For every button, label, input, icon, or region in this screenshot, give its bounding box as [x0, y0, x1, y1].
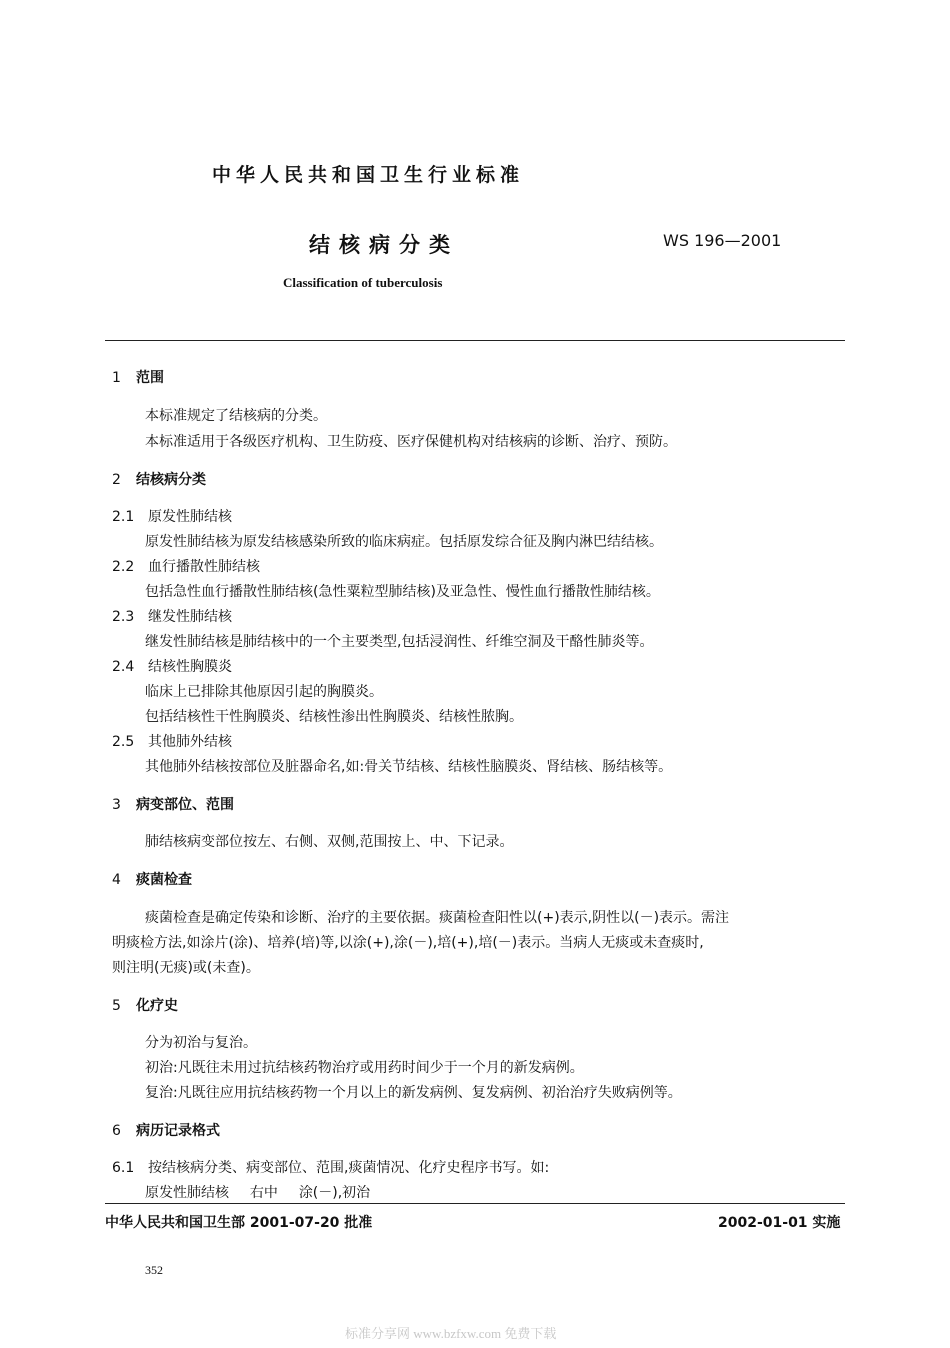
english-title: Classification of tuberculosis [283, 275, 443, 290]
header-divider [105, 340, 845, 341]
section-5-paragraph: 复治:凡既往应用抗结核药物一个月以上的新发病例、复发病例、初治治疗失败病例等。 [145, 1085, 682, 1101]
footer-divider [105, 1203, 845, 1204]
subsection-2-4-paragraph: 包括结核性干性胸膜炎、结核性渗出性胸膜炎、结核性脓胸。 [145, 709, 523, 725]
section-1-paragraph: 本标准规定了结核病的分类。 [145, 408, 327, 424]
example-type: 原发性肺结核 [145, 1185, 229, 1201]
page-number: 352 [145, 1263, 163, 1277]
section-4-paragraph-line: 明痰检方法,如涂片(涂)、培养(培)等,以涂(+),涂(－),培(+),培(－)表示。当病人无痰或未查痰时, [112, 935, 704, 951]
section-4-heading: 4 痰菌检查 [112, 872, 192, 888]
subsection-6-1-heading: 6.1 按结核病分类、病变部位、范围,痰菌情况、化疗史程序书写。如: [112, 1160, 550, 1176]
subsection-2-1-heading: 2.1 原发性肺结核 [112, 509, 232, 525]
subsection-2-1-paragraph: 原发性肺结核为原发结核感染所致的临床病症。包括原发综合征及胸内淋巴结结核。 [145, 534, 663, 550]
section-3-heading: 3 病变部位、范围 [112, 797, 234, 813]
record-example [145, 1182, 370, 1202]
section-5-paragraph: 初治:凡既往未用过抗结核药物治疗或用药时间少于一个月的新发病例。 [145, 1060, 584, 1076]
subsection-2-3-heading: 2.3 继发性肺结核 [112, 609, 232, 625]
document-title: 结核病分类 [309, 233, 459, 257]
watermark: 标准分享网 www.bzfxw.com 免费下载 [345, 1326, 557, 1341]
section-6-heading: 6 病历记录格式 [112, 1123, 220, 1139]
section-5-heading: 5 化疗史 [112, 998, 178, 1014]
effective-date: 2002-01-01 实施 [718, 1215, 841, 1231]
section-1-heading: 1 范围 [112, 370, 164, 386]
subsection-2-5-heading: 2.5 其他肺外结核 [112, 734, 232, 750]
subsection-2-3-paragraph: 继发性肺结核是肺结核中的一个主要类型,包括浸润性、纤维空洞及干酪性肺炎等。 [145, 634, 654, 650]
section-3-paragraph: 肺结核病变部位按左、右侧、双侧,范围按上、中、下记录。 [145, 834, 514, 850]
subsection-2-2-paragraph: 包括急性血行播散性肺结核(急性粟粒型肺结核)及亚急性、慢性血行播散性肺结核。 [145, 584, 660, 600]
standard-code: WS 196—2001 [663, 231, 782, 250]
section-2-heading: 2 结核病分类 [112, 472, 206, 488]
section-5-paragraph: 分为初治与复治。 [145, 1035, 257, 1051]
issuer-title: 中华人民共和国卫生行业标准 [212, 164, 525, 186]
example-smear: 涂(－),初治 [298, 1185, 371, 1201]
approval-line: 中华人民共和国卫生部 2001-07-20 批准 [105, 1215, 373, 1231]
subsection-2-4-paragraph: 临床上已排除其他原因引起的胸膜炎。 [145, 684, 383, 700]
subsection-2-2-heading: 2.2 血行播散性肺结核 [112, 559, 260, 575]
example-site: 右中 [249, 1185, 278, 1201]
section-4-paragraph-line: 则注明(无痰)或(未查)。 [112, 960, 260, 976]
subsection-2-5-paragraph: 其他肺外结核按部位及脏器命名,如:骨关节结核、结核性脑膜炎、肾结核、肠结核等。 [145, 759, 673, 775]
section-4-paragraph-line: 痰菌检查是确定传染和诊断、治疗的主要依据。痰菌检查阳性以(+)表示,阴性以(－)表示。需注 [145, 910, 730, 926]
section-1-paragraph: 本标准适用于各级医疗机构、卫生防疫、医疗保健机构对结核病的诊断、治疗、预防。 [145, 434, 677, 450]
subsection-2-4-heading: 2.4 结核性胸膜炎 [112, 659, 232, 675]
